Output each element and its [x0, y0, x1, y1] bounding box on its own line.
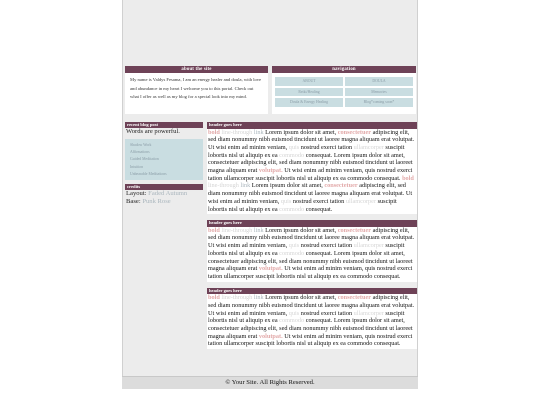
faint-text: ullamcorper	[353, 242, 384, 250]
faint-text: commodo	[279, 317, 305, 325]
post-header: header goes here	[207, 122, 417, 129]
sidebar-link-guided-meditation[interactable]: Guided Meditation	[130, 157, 159, 162]
body-text: Ut wisi enim ad minim veniam, quis nostrud exerci tation ullamcorper suscipit lobortis nisl ut aliquip ex ea commodo consequat.	[208, 332, 413, 348]
about-panel	[125, 66, 268, 114]
body-text: Ut wisi enim ad minim veniam, quis nostrud exerci tation ullamcorper suscipit lobortis nisl ut aliquip ex ea commodo consequat.	[208, 265, 413, 280]
sidebar-link-intuition[interactable]: Intuition	[130, 164, 144, 169]
nav-item-about[interactable]: ABOUT	[275, 77, 343, 86]
faint-text: ullamcorper	[345, 197, 377, 205]
credit-base-label: Base:	[126, 197, 141, 205]
body-text: nostrud exerci tation	[292, 197, 345, 205]
faint-text: quis	[288, 309, 300, 317]
about-title: about the site	[125, 66, 268, 73]
post-body	[207, 227, 417, 282]
body-text: suscipit lobortis nisl ut aliquip ex ea	[208, 143, 405, 159]
nav-grid	[272, 73, 416, 111]
post-header: header goes here	[207, 288, 417, 295]
body-text: suscipit lobortis nisl ut aliquip ex ea	[208, 197, 397, 213]
post-link[interactable]: link	[253, 226, 264, 234]
credits-section	[125, 184, 203, 205]
sidebar-link-list	[125, 139, 203, 180]
highlight-text: consectetuer	[337, 226, 372, 234]
navigation-panel	[272, 66, 416, 114]
highlight-text: consectetuer	[324, 182, 358, 190]
body-text: Ut wisi enim ad minim veniam, quis nostrud exerci tation ullamcorper suscipit lobortis nisl ut aliquip ex ea commodo consequat.	[208, 167, 413, 182]
nav-item-doula-energy[interactable]: Doula & Energy Healing	[275, 98, 343, 107]
post-2	[207, 220, 417, 281]
sidebar-link-unbearable[interactable]: Unbearable Meditations	[130, 171, 167, 176]
nav-item-blog[interactable]: Blog*coming soon*	[345, 98, 413, 107]
body-text: adipiscing elit, sed diam nonummy nibh euismod tincidunt ut laoree magna aliquam erat volutpat. Ut wisi enim ad minim veniam,	[208, 294, 415, 317]
body-text: consequat.	[305, 317, 333, 325]
highlight-text: volutpat.	[258, 332, 283, 340]
body-text: Lorem ipsum dolor sit amet,	[265, 128, 337, 136]
body-text: Lorem ipsum dolor sit amet, consectetuer adipiscing elit, sed diam nonummy nibh euismod tincidunt ut laoreet magna aliquam erat	[208, 317, 413, 340]
highlight-text: consectetuer	[337, 294, 372, 302]
body-text: adipiscing elit, sed diam nonummy nibh euismod tincidunt ut laoree magna aliquam erat volutpat. Ut wisi enim ad minim veniam,	[208, 128, 415, 151]
strike-text: line-through	[208, 182, 239, 190]
bold-text: bold	[402, 174, 414, 182]
post-3	[207, 288, 417, 349]
credits-title: credits	[125, 184, 203, 190]
body-text: consequat.	[305, 151, 333, 159]
body-text: nostrud exerci tation	[300, 309, 353, 317]
nav-item-reiki[interactable]: Reiki/Healing	[275, 88, 343, 97]
post-body	[207, 294, 417, 349]
body-text: suscipit lobortis nisl ut aliquip ex ea	[208, 309, 405, 325]
credit-base-link[interactable]: Punk Rose	[142, 197, 171, 205]
body-text: adipiscing elit, sed diam nonummy nibh euismod tincidunt ut laoree magna aliquam erat volutpat. Ut wisi enim ad minim veniam,	[208, 226, 415, 250]
body-text: Lorem ipsum dolor sit amet,	[265, 226, 337, 234]
strike-text: line-through	[221, 294, 253, 302]
body-text: Lorem ipsum dolor sit amet, consectetuer adipiscing elit, sed diam nonummy nibh euismod tincidunt ut laoreet magna aliquam erat	[208, 249, 413, 273]
strike-text: line-through	[221, 226, 253, 234]
body-text: nostrud exerci tation	[300, 143, 353, 151]
body-text: Lorem ipsum dolor sit amet,	[251, 182, 323, 190]
recent-post-text[interactable]: Words are powerful.	[126, 128, 180, 135]
faint-text: quis	[288, 143, 300, 151]
highlight-text: volutpat.	[258, 265, 283, 273]
bold-text: bold	[208, 294, 220, 302]
faint-text: quis	[280, 197, 292, 205]
main-content	[207, 122, 417, 355]
faint-text: commodo	[279, 205, 305, 213]
highlight-text: volutpat.	[258, 167, 283, 175]
body-text: consequat.	[305, 205, 333, 213]
credit-layout-link[interactable]: Faded Autumn	[148, 190, 188, 197]
faint-text: quis	[288, 242, 300, 250]
post-link[interactable]: link	[253, 294, 264, 302]
credit-layout-label: Layout:	[126, 190, 147, 197]
highlight-text: consectetuer	[337, 128, 372, 136]
nav-item-doula[interactable]: DOULA	[345, 77, 413, 86]
faint-text: commodo	[279, 151, 305, 159]
nav-item-memories[interactable]: Memories	[345, 88, 413, 97]
about-text: My name is Valdys Fesama, I am an energy healer and doula, with love and abundance in my heart I welcome you to this portal. Check out what I offer as well as my blog for a special look into my mind.	[130, 77, 262, 99]
bold-text: bold	[208, 128, 220, 136]
body-text: consequat.	[305, 249, 333, 257]
body-text: nostrud exerci tation	[300, 242, 353, 250]
sidebar	[125, 122, 203, 205]
footer-text: © Your Site. All Rights Reserved.	[225, 379, 315, 386]
navigation-title: navigation	[272, 66, 416, 73]
post-link[interactable]: link	[253, 128, 264, 136]
body-text: Lorem ipsum dolor sit amet, consectetuer adipiscing elit, sed diam nonummy nibh euismod tincidunt ut laoreet magna aliquam erat	[208, 151, 413, 175]
post-1	[207, 122, 417, 214]
page-container	[122, 0, 418, 389]
body-text: adipiscing elit, sed diam nonummy nibh euismod tincidunt ut laoree magna aliquam erat volutpat. Ut wisi enim ad minim veniam,	[208, 182, 413, 205]
credit-base	[125, 198, 203, 206]
bold-text: bold	[208, 226, 220, 234]
post-header: header goes here	[207, 220, 417, 227]
strike-text: line-through	[221, 128, 253, 136]
body-text: Lorem ipsum dolor sit amet,	[265, 294, 337, 302]
sidebar-link-shadow-work[interactable]: Shadow Work	[130, 143, 152, 147]
recent-post-title: recent blog post	[125, 122, 203, 128]
post-body	[207, 129, 417, 215]
credit-layout	[125, 190, 203, 198]
faint-text: ullamcorper	[353, 143, 384, 151]
footer	[122, 376, 418, 389]
faint-text: commodo	[279, 249, 305, 257]
body-text: suscipit lobortis nisl ut aliquip ex ea	[208, 242, 405, 257]
sidebar-link-affirmations[interactable]: Affirmations	[130, 150, 150, 155]
faint-text: ullamcorper	[353, 309, 384, 317]
post-link[interactable]: link	[240, 182, 251, 190]
